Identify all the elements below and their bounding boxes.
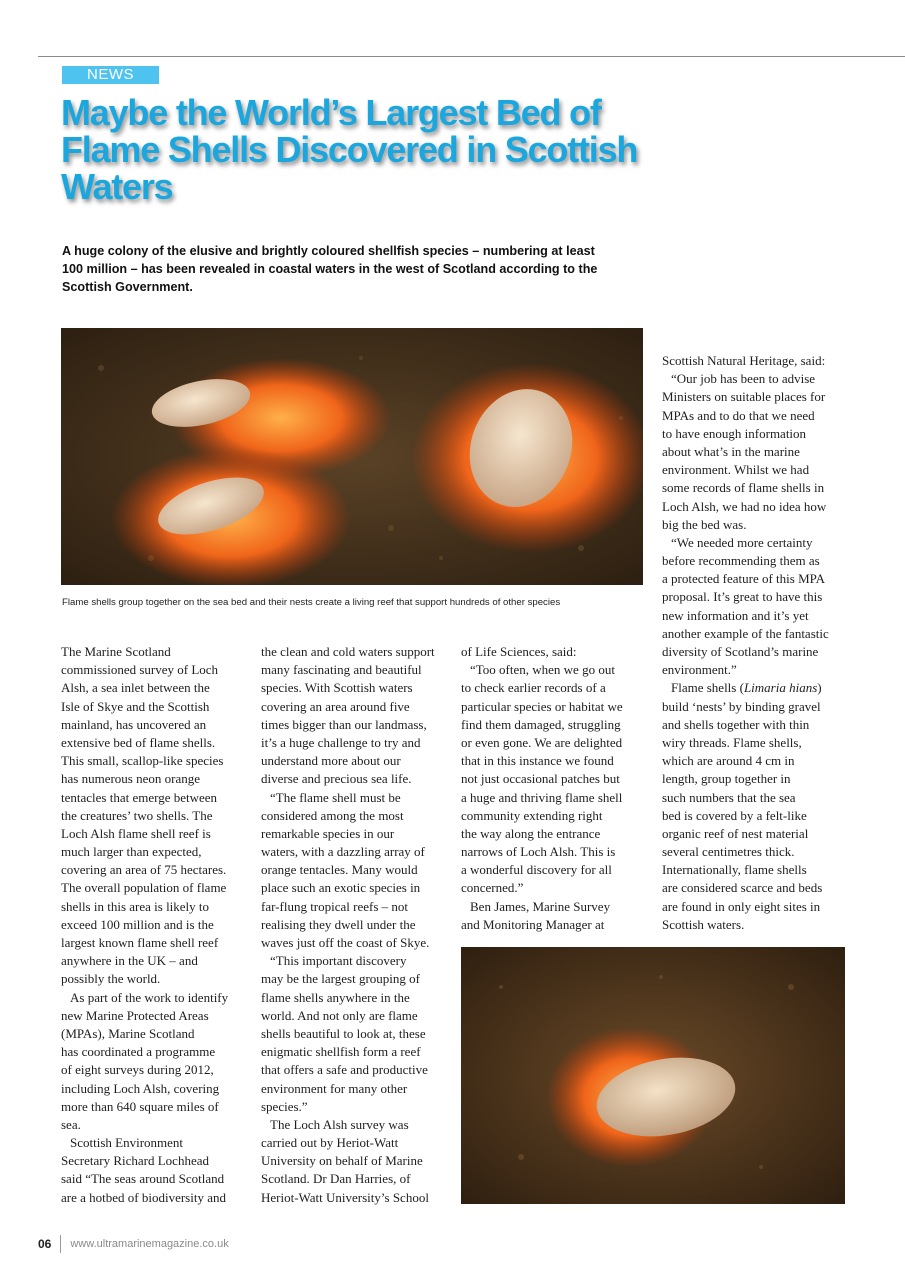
article-line: that in this instance we found [461,753,614,769]
article-line: tentacles that emerge between [61,789,218,805]
article-line: Scottish Natural Heritage, said: [662,353,826,368]
article-line: or even gone. We are delighted [461,734,623,750]
article-line: may be the largest grouping of [261,971,420,987]
article-line: are considered scarce and beds [662,880,823,896]
article-line: many fascinating and beautiful [261,662,422,678]
article-line: a huge and thriving flame shell [461,789,623,805]
article-line: covering an area around five [261,698,410,714]
article-line: Scottish Environment [70,1135,184,1151]
article-line: The Loch Alsh survey was [270,1116,409,1132]
article-line: The Marine Scotland [61,644,171,659]
article-line: narrows of Loch Alsh. This is [461,844,616,860]
article-line: length, group together in [662,771,791,787]
article-line: Scottish waters. [662,916,745,932]
article-line: largest known flame shell reef [61,935,219,950]
article-line: Loch Alsh flame shell reef is [61,825,211,841]
section-tag: NEWS [62,66,159,84]
article-line: another example of the fantastic [662,625,829,641]
page-number: 06 [38,1237,52,1251]
article-column-1 [61,643,246,1207]
article-line: This small, scallop-like species [61,753,224,769]
article-line: “The flame shell must be [270,789,401,805]
article-line: Secretary Richard Lochhead [61,1153,209,1169]
website-url: www.ultramarinemagazine.co.uk [70,1238,229,1250]
article-line: orange tentacles. Many would [261,862,418,878]
article-line: including Loch Alsh, covering [61,1080,220,1096]
article-line: enigmatic shellfish form a reef [261,1044,421,1060]
article-line: “Too often, when we go out [470,662,615,678]
article-line: commissioned survey of Loch [61,662,219,678]
article-line: Flame shells (Limaria hians) [671,680,822,696]
article-line: it’s a huge challenge to try and [261,734,421,750]
article-line: wiry threads. Flame shells, [662,734,802,750]
headline-line: Maybe the World’s Largest Bed of [61,92,601,133]
article-line: place such an exotic species in [261,880,421,896]
standfirst [62,242,652,296]
page-footer [38,1234,229,1254]
article-line: “We needed more certainty [671,534,813,550]
article-line: environment for many other [261,1080,408,1096]
photo-caption: Flame shells group together on the sea bed and their nests create a living reef that support hundreds of other species [62,597,561,608]
article-line: build ‘nests’ by binding gravel [662,698,821,714]
article-line: species. With Scottish waters [261,680,413,696]
article-line: anywhere in the UK – and [61,953,198,969]
article-line: MPAs and to do that we need [662,407,815,423]
article-line: a wonderful discovery for all [461,862,612,878]
article-line: are a hotbed of biodiversity and [61,1189,226,1205]
footer-divider [60,1235,61,1253]
article-line: extensive bed of flame shells. [61,734,216,750]
article-line: Heriot-Watt University’s School [261,1189,429,1205]
article-line: particular species or habitat we [461,698,623,714]
top-rule [38,56,905,57]
article-line: such numbers that the sea [662,789,796,805]
article-line: to check earlier records of a [461,680,606,696]
article-line: the creatures’ two shells. The [61,807,213,823]
article-line: “This important discovery [270,953,407,969]
article-line: Isle of Skye and the Scottish [61,698,210,714]
article-line: Alsh, a sea inlet between the [61,680,210,696]
article-line: The overall population of flame [61,880,227,896]
standfirst-line: A huge colony of the elusive and brightly coloured shellfish species – numbering at least [62,244,595,258]
article-line: about what’s in the marine [662,443,800,459]
article-line: exceed 100 million and is the [61,916,214,932]
article-line: considered among the most [261,807,404,823]
article-line: mainland, has uncovered an [61,716,207,732]
article-line: waters, with a dazzling array of [261,844,425,860]
article-line: several centimetres thick. [662,844,795,860]
article-line: much larger than expected, [61,844,202,860]
article-line: covering an area of 75 hectares. [61,862,227,878]
article-line: concerned.” [461,880,524,896]
article-line: has numerous neon orange [61,771,200,787]
article-line: environment. Whilst we had [662,462,810,478]
article-line: said “The seas around Scotland [61,1171,225,1187]
article-column-4 [662,352,847,934]
article-line: carried out by Heriot-Watt [261,1135,399,1151]
species-name: Limaria hians [743,680,818,696]
article-line: environment.” [662,662,737,678]
article-line: to have enough information [662,425,807,441]
headline-line: Flame Shells Discovered in Scottish [61,129,638,170]
article-line: world. And not only are flame [261,1007,418,1023]
article-line: before recommending them as [662,553,820,569]
article-line: realising they dwell under the [261,916,416,932]
article-line: new information and it’s yet [662,607,809,623]
article-line: Ministers on suitable places for [662,389,826,405]
article-line: a protected feature of this MPA [662,571,826,587]
article-line: understand more about our [261,753,401,769]
headline [61,94,661,205]
article-line: the clean and cold waters support [261,644,435,659]
article-line: which are around 4 cm in [662,753,795,769]
article-line: flame shells anywhere in the [261,989,410,1005]
article-line: Scotland. Dr Dan Harries, of [261,1171,411,1187]
article-line: that offers a safe and productive [261,1062,428,1078]
article-line: remarkable species in our [261,825,395,841]
article-line: has coordinated a programme [61,1044,216,1060]
article-line: big the bed was. [662,516,747,532]
flame-shells-photo-main [61,328,643,585]
article-line: of Life Sciences, said: [461,644,577,659]
article-line: possibly the world. [61,971,161,987]
article-line: (MPAs), Marine Scotland [61,1025,195,1041]
article-line: species.” [261,1098,308,1114]
article-line: far-flung tropical reefs – not [261,898,409,914]
article-line: some records of flame shells in [662,480,825,496]
article-line: more than 640 square miles of [61,1098,219,1114]
article-line: the way along the entrance [461,825,601,841]
article-line: and Monitoring Manager at [461,916,605,932]
article-line: and shells together with thin [662,716,810,732]
article-column-3 [461,643,646,934]
article-line: diversity of Scotland’s marine [662,644,819,659]
article-line: new Marine Protected Areas [61,1007,209,1023]
headline-line: Waters [61,166,173,207]
article-line: As part of the work to identify [70,989,229,1005]
article-line: of eight surveys during 2012, [61,1062,214,1078]
article-line: University on behalf of Marine [261,1153,423,1169]
standfirst-line: Scottish Government. [62,280,193,294]
article-line: sea. [61,1116,81,1132]
article-line: times bigger than our landmass, [261,716,427,732]
flame-shell-photo-single [461,947,845,1204]
article-line: proposal. It’s great to have this [662,589,823,605]
article-line: Internationally, flame shells [662,862,807,878]
article-line: shells in this area is likely to [61,898,210,914]
article-line: find them damaged, struggling [461,716,621,732]
article-line: organic reef of nest material [662,825,809,841]
article-line: Loch Alsh, we had no idea how [662,498,827,514]
article-column-2 [261,643,446,1207]
article-line: are found in only eight sites in [662,898,821,914]
article-line: Ben James, Marine Survey [470,898,611,914]
article-line: “Our job has been to advise [671,371,816,387]
article-line: waves just off the coast of Skye. [261,935,430,950]
article-line: community extending right [461,807,603,823]
standfirst-line: 100 million – has been revealed in coastal waters in the west of Scotland according to the [62,262,598,276]
article-line: bed is covered by a felt-like [662,807,807,823]
article-line: diverse and precious sea life. [261,771,412,787]
article-line: not just occasional patches but [461,771,620,787]
article-line: shells beautiful to look at, these [261,1025,426,1041]
